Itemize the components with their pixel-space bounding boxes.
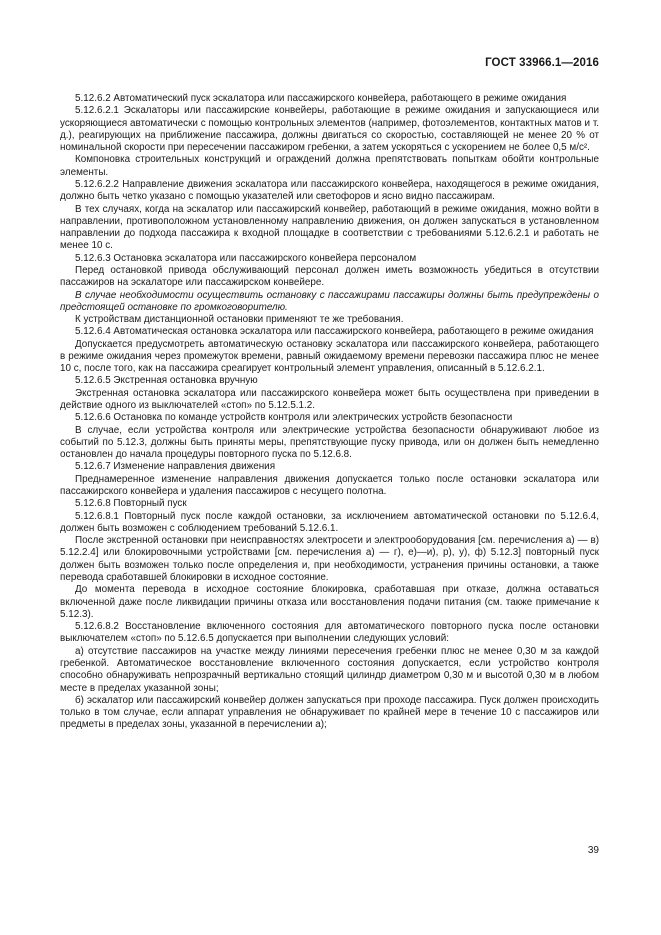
paragraph: Компоновка строительных конструкций и ограждений должна препятствовать попыткам обойти контрольные элементы. — [60, 154, 599, 178]
paragraph: а) отсутствие пассажиров на участке между линиями пересечения гребенки плюс не менее 0,30 м за каждой гребенкой. Автоматическое восстановление включенного состояния допускается, если устройство контроля способно обнаруживать непрозрачный вертикально стоящий цилиндр диаметром 0,30 м и высотой 0,30 м в любом месте в пределах указанной зоны; — [60, 645, 599, 694]
paragraph: Преднамеренное изменение направления движения допускается только после остановки эскалатора или пассажирского конвейера и удаления пассажиров с несущего полотна. — [60, 473, 599, 497]
paragraph: 5.12.6.4 Автоматическая остановка эскалатора или пассажирского конвейера, работающего в режиме ожидания — [75, 326, 594, 338]
paragraph: 5.12.6.2.2 Направление движения эскалатора или пассажирского конвейера, находящегося в режиме ожидания, должно быть четко указано с помощью указателей или светофоров и ясно видно пассажирам. — [60, 178, 599, 203]
paragraph: 5.12.6.3 Остановка эскалатора или пассажирского конвейера персоналом — [75, 252, 417, 264]
paragraph: 5.12.6.5 Экстренная остановка вручную — [75, 375, 258, 387]
document-body — [60, 93, 599, 732]
paragraph: Перед остановкой привода обслуживающий персонал должен иметь возможность убедиться в отсутствии пассажиров на эскалаторе или пассажирском конвейере. — [60, 264, 599, 289]
italic-paragraph: В случае необходимости осуществить остановку с пассажирами пассажиры должны быть предупреждены о предстоящей остановке по громкоговорителю. — [60, 289, 599, 313]
paragraph: 5.12.6.2.1 Эскалаторы или пассажирские конвейеры, работающие в режиме ожидания и запускающиеся или ускоряющиеся автоматически с помощью контрольных элементов (например, фотоэлементов, контактных матов и т. д.), реагирующих на приближение пассажира, должны двигаться со скоростью, составляющей не менее 20 % от номинальной скорости при пересечении пассажиром гребенки, а затем ускоряться с ускорением не более 0,5 м/с². — [60, 105, 599, 154]
paragraph: 5.12.6.8.2 Восстановление включенного состояния для автоматического повторного пуска после остановки выключателем «стоп» по 5.12.6.5 допускается при выполнении следующих условий: — [60, 621, 599, 645]
paragraph: В случае, если устройства контроля или электрические устройства безопасности обнаруживают любое из событий по 5.12.3, должны быть приняты меры, препятствующие пуску привода, или он должен быть немедленно остановлен до начала процедуры повторного пуска по 5.12.6.8. — [60, 424, 599, 461]
paragraph: б) эскалатор или пассажирский конвейер должен запускаться при проходе пассажира. Пуск должен происходить только в том случае, если аппарат управления не обнаруживает по крайней мере в течение 10 с пассажиров или предметы в пределах зоны, указанной в перечислении а); — [60, 694, 599, 731]
paragraph: После экстренной остановки при неисправностях электросети и электрооборудования [см. перечисления а) — в) 5.12.2.4] или блокировочными устройствами [см. перечисления а) — г), е)—и), р), у), ф) 5.12.3] повторный пуск должен быть возможен только после определения и, при необходимости, устранения причины остановки, а также перевода сработавшей блокировки в исходное состояние. — [60, 535, 599, 583]
paragraph: К устройствам дистанционной остановки применяют те же требования. — [75, 314, 404, 326]
paragraph: 5.12.6.2 Автоматический пуск эскалатора или пассажирского конвейера, работающего в режиме ожидания — [75, 93, 567, 104]
paragraph: Допускается предусмотреть автоматическую остановку эскалатора или пассажирского конвейера, работающего в режиме ожидания через промежуток времени, равный ожидаемому времени перевозки пассажира плюс не менее 10 с, после того, как на пассажира среагирует контрольный элемент управления, описанный в 5.12.6.2.1. — [60, 338, 599, 375]
page-number: 39 — [587, 845, 599, 856]
paragraph: 5.12.6.8.1 Повторный пуск после каждой остановки, за исключением автоматической остановки по 5.12.6.4, должен быть возможен с соблюдением требований 5.12.6.1. — [60, 510, 599, 534]
paragraph: 5.12.6.7 Изменение направления движения — [75, 461, 276, 473]
paragraph: 5.12.6.8 Повторный пуск — [75, 498, 187, 510]
paragraph: Экстренная остановка эскалатора или пассажирского конвейера может быть осуществлена при приведении в действие одного из выключателей «стоп» по 5.12.5.1.2. — [60, 387, 599, 412]
paragraph: В тех случаях, когда на эскалатор или пассажирский конвейер, работающий в режиме ожидания, можно войти в направлении, противоположном установленному направлению движения, он должен запускаться в установленном направлении до подхода пассажира к входной площадке в соответствии с требованиями 5.12.6.2.1 и работать не менее 10 с. — [60, 203, 599, 252]
paragraph: До момента перевода в исходное состояние блокировка, сработавшая при отказе, должна оставаться включенной даже после ликвидации причины отказа или восстановления подачи питания (см. также примечание к 5.12.3). — [60, 584, 599, 620]
paragraph: 5.12.6.6 Остановка по команде устройств контроля или электрических устройств безопасности — [75, 412, 513, 424]
document-header: ГОСТ 33966.1—2016 — [485, 57, 599, 69]
